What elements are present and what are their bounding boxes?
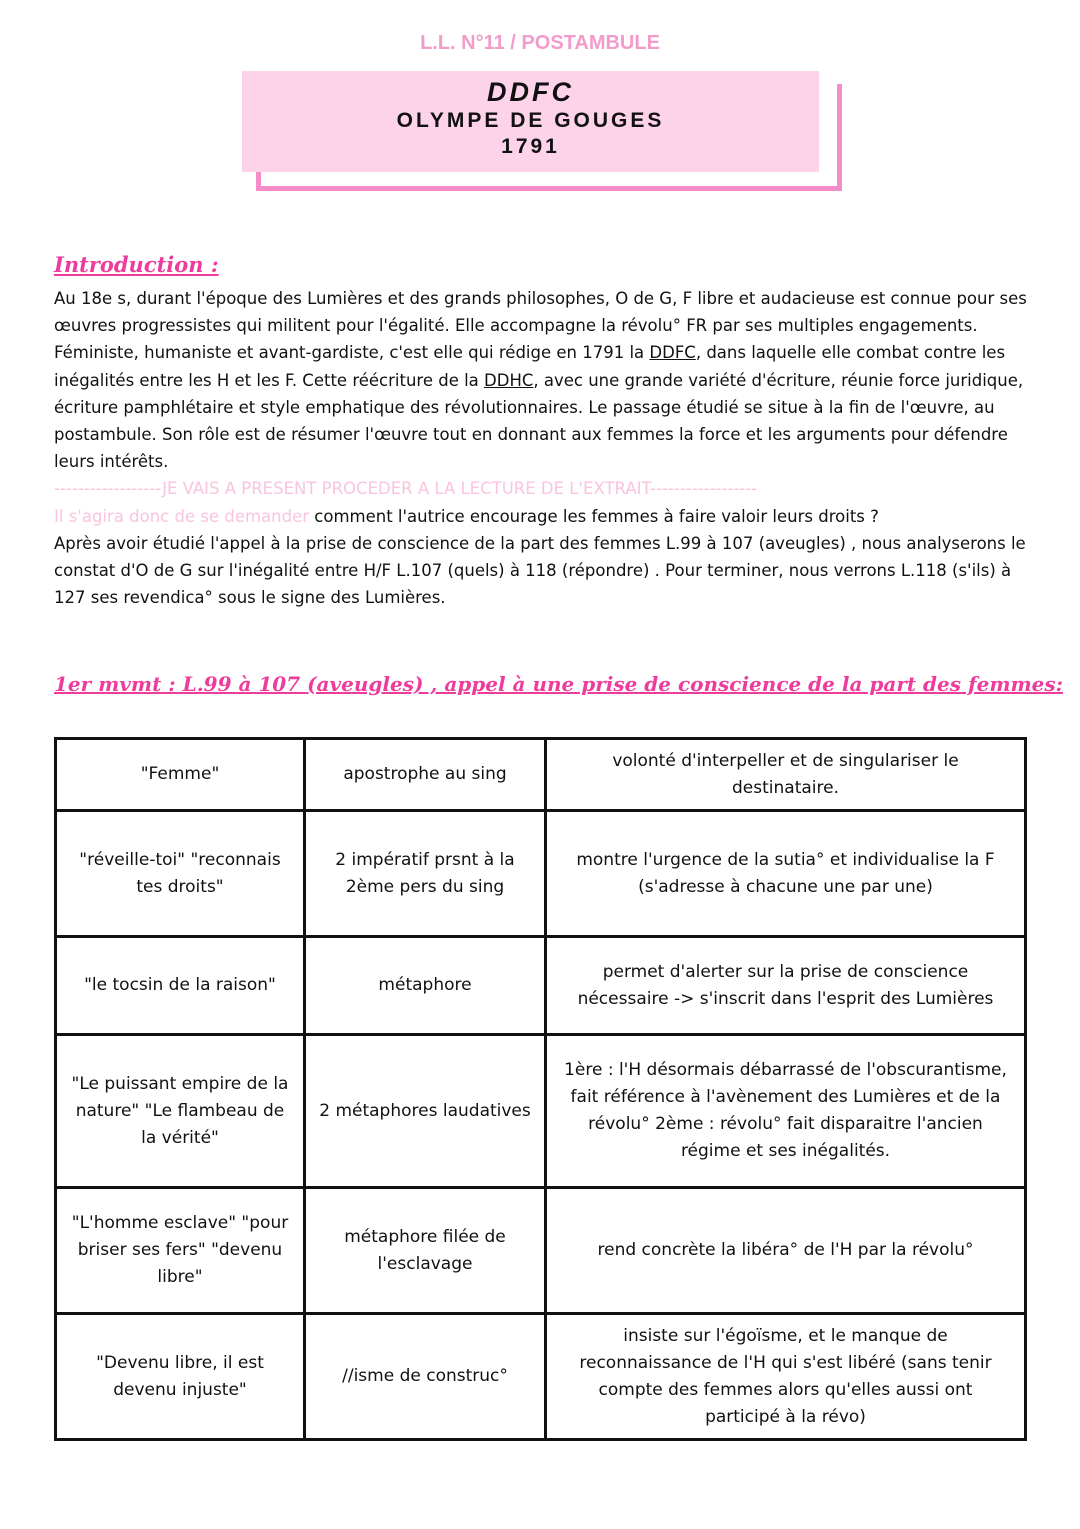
- intro-p1c: , avec une grande variété d'écriture, réunie force juridique, écriture pamphlétaire et style emphatique des révolutionnaires. Le passage étudié se situe à la fin de l'œuvre, au postambule. Son rôle est de résumer l'œuvre tout en donnant aux femmes la force et les arguments pour défendre leurs intérêts.: [54, 370, 1024, 472]
- reading-divider: ------------------JE VAIS A PRESENT PROCEDER A LA LECTURE DE L'EXTRAIT------------------: [54, 479, 758, 499]
- title-box: [242, 71, 819, 172]
- table-row: [56, 1188, 1026, 1314]
- device-cell: apostrophe au sing: [305, 739, 546, 811]
- table-row: [56, 739, 1026, 811]
- analysis-table: [54, 737, 1027, 1441]
- effect-cell: rend concrète la libéra° de l'H par la révolu°: [546, 1188, 1026, 1314]
- effect-cell: volonté d'interpeller et de singulariser le destinataire.: [546, 739, 1026, 811]
- table-row: [56, 1035, 1026, 1188]
- quote-cell: "Le puissant empire de la nature" "Le flambeau de la vérité": [56, 1035, 305, 1188]
- device-cell: //isme de construc°: [305, 1314, 546, 1440]
- quote-cell: "réveille-toi" "reconnais tes droits": [56, 811, 305, 937]
- effect-cell: insiste sur l'égoïsme, et le manque de reconnaissance de l'H qui s'est libéré (sans tenir compte des femmes alors qu'elles aussi ont participé à la révo): [546, 1314, 1026, 1440]
- table-row: [56, 811, 1026, 937]
- device-cell: 2 métaphores laudatives: [305, 1035, 546, 1188]
- device-cell: 2 impératif prsnt à la 2ème pers du sing: [305, 811, 546, 937]
- effect-cell: 1ère : l'H désormais débarrassé de l'obscurantisme, fait référence à l'avènement des Lumières et de la révolu° 2ème : révolu° fait disparaitre l'ancien régime et ses inégalités.: [546, 1035, 1026, 1188]
- quote-cell: "L'homme esclave" "pour briser ses fers" "devenu libre": [56, 1188, 305, 1314]
- plan: Après avoir étudié l'appel à la prise de conscience de la part des femmes L.99 à 107 (aveugles) , nous analyserons le constat d'O de G sur l'inégalité entre H/F L.107 (quels) à 118 (répondre) . Pour terminer, nous verrons L.118 (s'ils) à 127 ses revendica° sous le signe des Lumières.: [54, 533, 1026, 608]
- ddfc-ref: DDFC: [649, 343, 696, 363]
- author: OLYMPE DE GOUGES: [396, 109, 665, 132]
- quote-cell: "Devenu libre, il est devenu injuste": [56, 1314, 305, 1440]
- question-lead: Il s'agira donc de se demander: [54, 506, 310, 526]
- year: 1791: [501, 135, 560, 158]
- intro-p1: Au 18e s, durant l'époque des Lumières et des grands philosophes, O de G, F libre et audacieuse est connue pour ses œuvres progressistes qui militent pour l'égalité. Elle accompagne la révolu° FR par ses multiples engagements. Féministe, humaniste et avant-gardiste, c'est elle qui rédige en 1791 la: [54, 289, 1027, 363]
- table-row: [56, 937, 1026, 1035]
- intro-text: [54, 285, 1029, 611]
- quote-cell: "le tocsin de la raison": [56, 937, 305, 1035]
- device-cell: métaphore filée de l'esclavage: [305, 1188, 546, 1314]
- table-row: [56, 1314, 1026, 1440]
- title: DDFC: [487, 77, 574, 107]
- intro-p1b: , dans laquelle elle combat contre les inégalités entre les H et les F. Cette réécriture de la: [54, 343, 1006, 390]
- ddhc-ref: DDHC: [484, 370, 534, 390]
- device-cell: métaphore: [305, 937, 546, 1035]
- effect-cell: montre l'urgence de la sutia° et individualise la F (s'adresse à chacune une par une): [546, 811, 1026, 937]
- effect-cell: permet d'alerter sur la prise de conscience nécessaire -> s'inscrit dans l'esprit des Lumières: [546, 937, 1026, 1035]
- quote-cell: "Femme": [56, 739, 305, 811]
- section1-heading: 1er mvmt : L.99 à 107 (aveugles) , appel à une prise de conscience de la part des femmes:: [54, 672, 1064, 696]
- lesson-label: L.L. N°11 / POSTAMBULE: [420, 32, 660, 54]
- problematic: comment l'autrice encourage les femmes à faire valoir leurs droits ?: [309, 506, 879, 526]
- intro-heading: Introduction :: [54, 252, 219, 277]
